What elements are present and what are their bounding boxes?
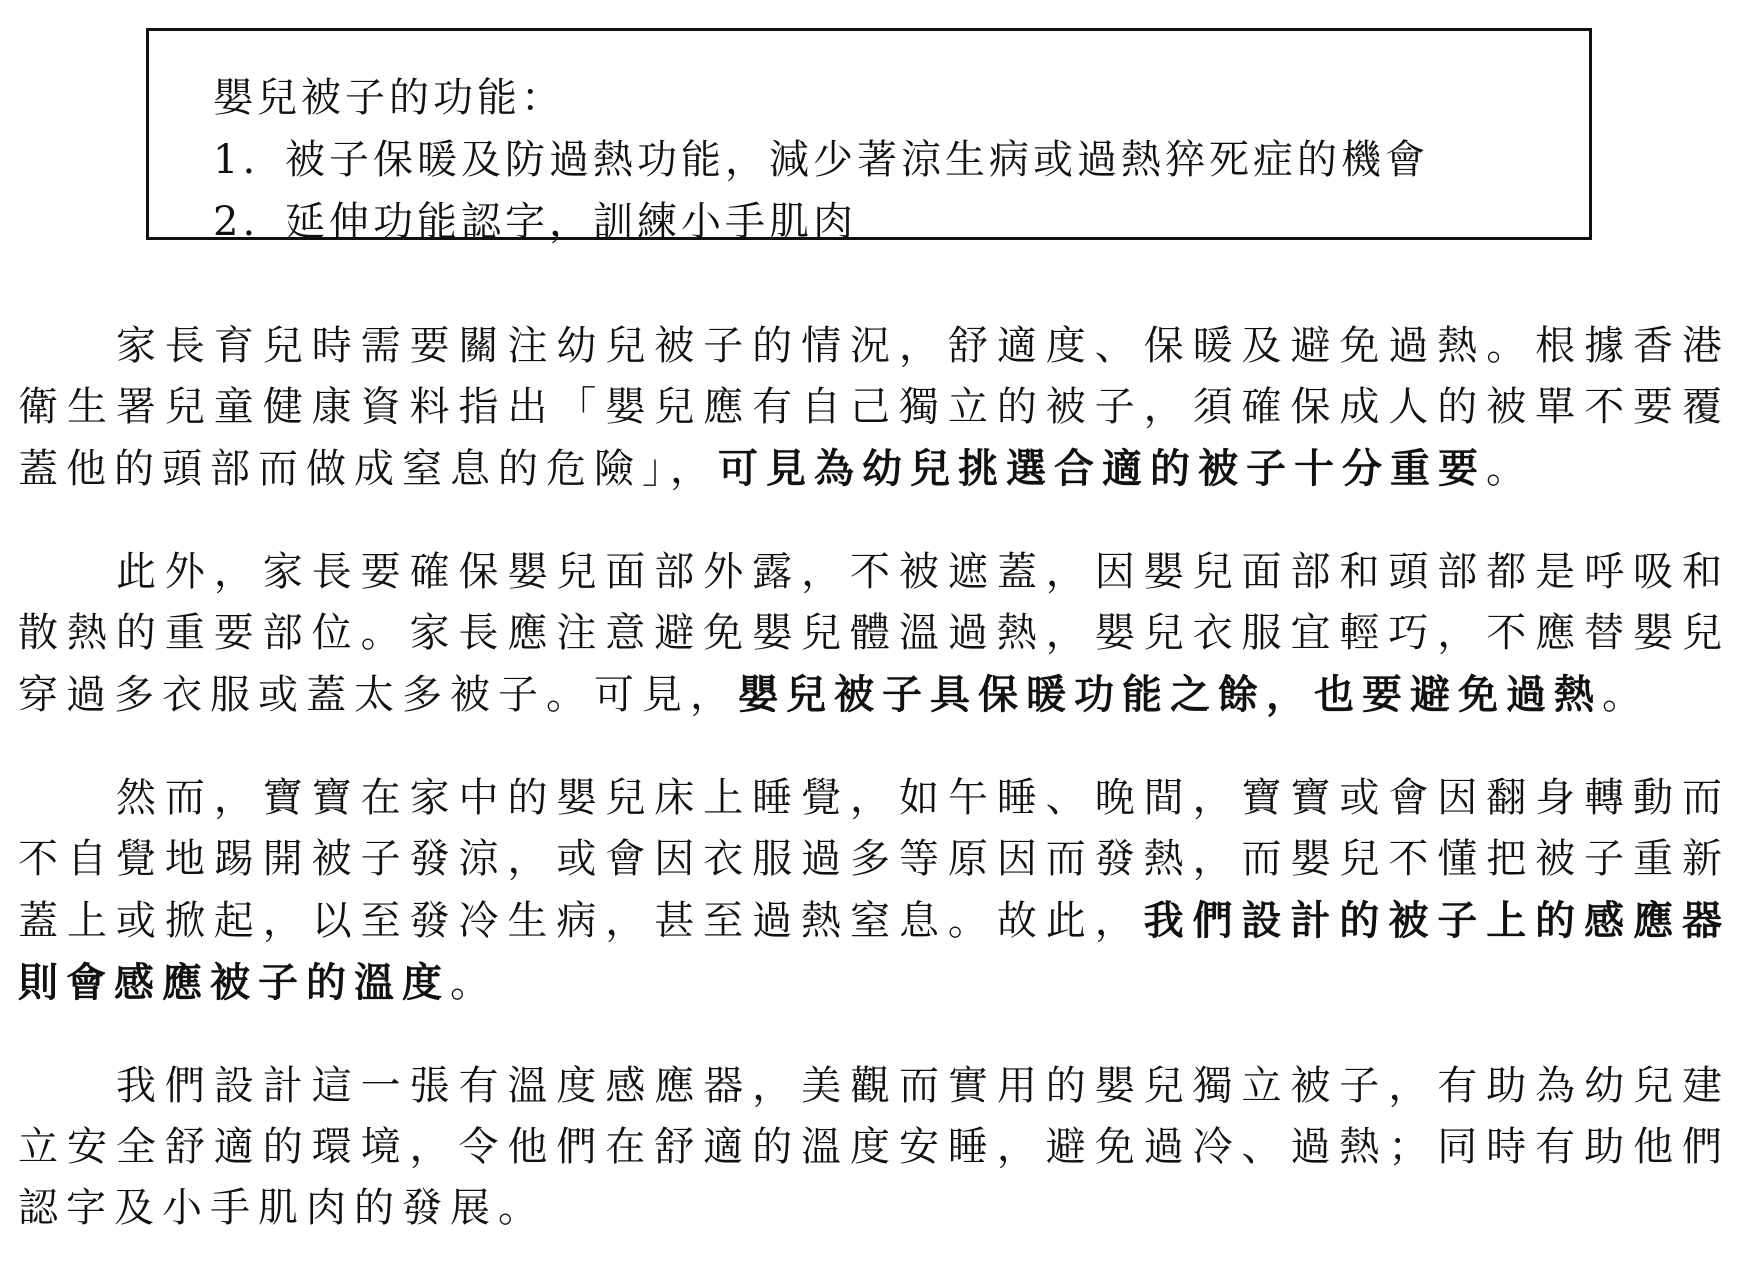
paragraph-text-end: 。 xyxy=(1602,672,1650,718)
paragraph-text-end: 。 xyxy=(1486,446,1534,492)
paragraph-text-end: 。 xyxy=(450,960,498,1006)
paragraph-avoid-overheating xyxy=(18,542,1730,726)
paragraph-design-summary xyxy=(18,1056,1730,1239)
paragraph-text: 家長育兒時需要關注幼兒被子的情況，舒適度、保暖及避免過熱。根據香港衛生署兒童健康資料指出「嬰兒應有自己獨立的被子，須確保成人的被單不要覆蓋他的頭部而做成窒息的危險」， xyxy=(18,323,1730,492)
summary-title-text: 嬰兒被子的功能： xyxy=(213,75,565,121)
paragraph-need-for-proper-quilt xyxy=(18,316,1730,500)
summary-item-text: 延伸功能認字，訓練小手肌肉 xyxy=(285,199,857,245)
summary-item-text: 被子保暖及防過熱功能，減少著涼生病或過熱猝死症的機會 xyxy=(285,137,1429,183)
paragraph-text: 然而，寶寶在家中的嬰兒床上睡覺，如午睡、晚間，寶寶或會因翻身轉動而不自覺地踢開被子發涼，或會因衣服過多等原因而發熱，而嬰兒不懂把被子重新蓋上或掀起，以至發冷生病，甚至過熱窒息。故此， xyxy=(18,775,1730,944)
paragraph-text: 我們設計這一張有溫度感應器，美觀而實用的嬰兒獨立被子，有助為幼兒建立安全舒適的環境，令他們在舒適的溫度安睡，避免過冷、過熱；同時有助他們認字及小手肌肉的發展。 xyxy=(18,1063,1730,1231)
paragraph-text: 此外，家長要確保嬰兒面部外露，不被遮蓋，因嬰兒面部和頭部都是呼吸和散熱的重要部位。家長應注意避免嬰兒體溫過熱，嬰兒衣服宜輕巧，不應替嬰兒穿過多衣服或蓋太多被子。可見， xyxy=(18,549,1730,718)
paragraph-temperature-sensor xyxy=(18,768,1730,1014)
function-summary-box xyxy=(146,28,1592,245)
paragraph-emphasis: 我們設計的被子上的感應器則會感應被子的溫度 xyxy=(18,897,1731,1006)
summary-item-number: 1. xyxy=(213,137,260,183)
summary-item xyxy=(213,191,1549,253)
paragraph-emphasis: 可見為幼兒挑選合適的被子十分重要 xyxy=(718,445,1486,492)
body-text xyxy=(18,316,1730,1239)
summary-item-number: 2. xyxy=(213,199,260,245)
summary-title xyxy=(213,67,1549,129)
summary-item xyxy=(213,129,1549,191)
paragraph-emphasis: 嬰兒被子具保暖功能之餘，也要避免過熱 xyxy=(738,671,1602,718)
